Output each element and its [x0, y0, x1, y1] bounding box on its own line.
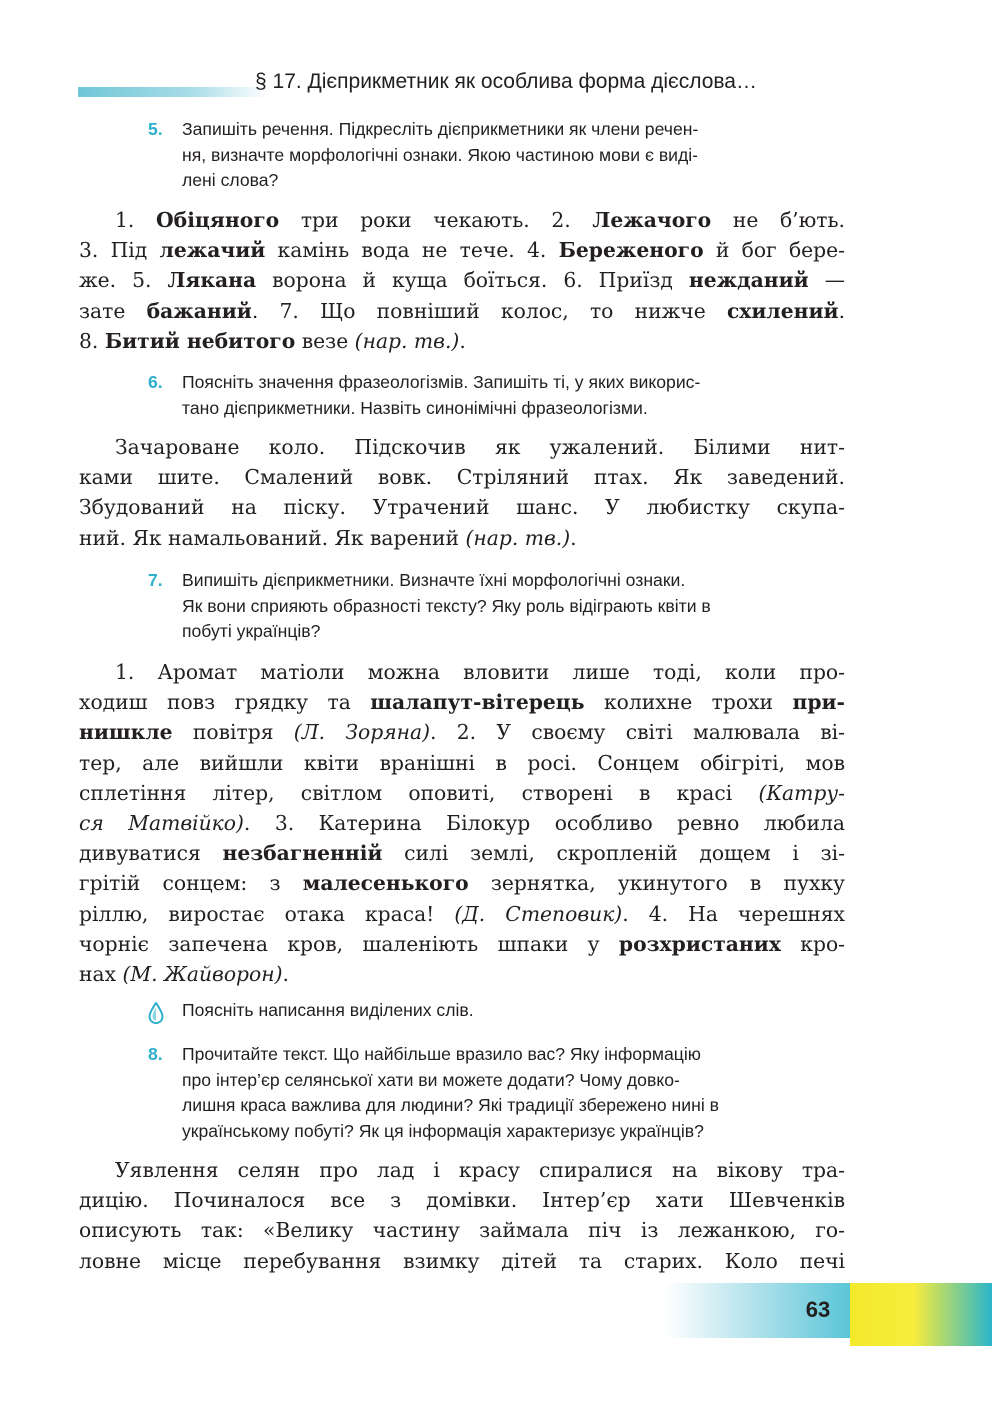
text-line: 1. Обіцяного три роки чекають. 2. Лежачого не б’ють. [115, 208, 845, 232]
instruction-line: лені слова? [182, 170, 279, 190]
text-line: чорніє запечена кров, шаленіють шпаки у розхристаних кро- [79, 931, 846, 956]
exercise-text-7 [79, 657, 845, 989]
task-7 [148, 568, 848, 645]
text-line: ний. Як намальований. Як варений (нар. тв.). [79, 525, 577, 550]
text-line: Уявлення селян про лад і красу спиралися на вікову тра- [115, 1158, 845, 1182]
text-line: дицію. Починалося все з домівки. Інтер’єр хати Шевченків [79, 1188, 845, 1213]
text-line: ріллю, виростає отака краса! (Д. Степовик). 4. На черешнях [79, 901, 845, 926]
instruction-line: Прочитайте текст. Що найбільше вразило вас? Яку інформацію [182, 1044, 701, 1064]
instruction-line: ня, визначте морфологічні ознаки. Якою частиною мови є виді- [182, 144, 699, 165]
note-text: Поясніть написання виділених слів. [182, 1000, 474, 1020]
text-line: 1. Аромат матіоли можна вловити лише тоді, коли про- [115, 660, 845, 684]
instruction-line: Випишіть дієприкметники. Визначте їхні морфологічні ознаки. [182, 570, 686, 590]
text-line: ловне місце перебування взимку дітей та старих. Коло печі [79, 1248, 845, 1273]
task-8 [148, 1042, 848, 1144]
task-instruction [182, 1042, 848, 1144]
instruction-line: Як вони сприяють образності тексту? Яку роль відіграють квіти в [182, 595, 711, 616]
header-stripe [78, 87, 268, 97]
text-line: же. 5. Лякана ворона й куща боїться. 6. Приїзд нежданий — [79, 268, 845, 293]
text-line: Зачароване коло. Підскочив як ужалений. Білими нит- [115, 435, 845, 459]
instruction-line: Запишіть речення. Підкресліть дієприкметники як члени речен- [182, 119, 699, 139]
task-number: 7. [148, 570, 163, 590]
text-line: описують так: «Велику частину займала піч із лежанкою, го- [79, 1218, 845, 1243]
exercise-text-5 [79, 205, 845, 356]
text-line: нах (М. Жайворон). [79, 962, 289, 987]
text-line: ся Матвійко). 3. Катерина Білокур особливо ревно любила [79, 811, 845, 836]
task-number: 8. [148, 1044, 163, 1064]
text-line: ками шите. Смалений вовк. Стріляний птах. Як заведений. [79, 465, 845, 490]
text-line: ходиш повз грядку та шалапут-вітерець колихне трохи при- [79, 690, 845, 715]
text-line: тер, але вийшли квіти вранішні в росі. Сонцем обігріті, мов [79, 750, 845, 775]
task-number: 5. [148, 119, 163, 139]
instruction-line: про інтер’єр селянської хати ви можете додати? Чому довко- [182, 1069, 680, 1090]
note-instruction [148, 998, 848, 1024]
text-line: 8. Битий небитого везе (нар. тв.). [79, 328, 466, 353]
footer-accent-block [850, 1283, 992, 1346]
page-header-title: § 17. Дієприкметник як особлива форма дієслова… [255, 70, 757, 93]
exercise-text-6 [79, 432, 845, 553]
text-line: зате бажаний. 7. Що повніший колос, то нижче схилений. [79, 298, 846, 323]
exercise-text-8 [79, 1155, 845, 1276]
task-6 [148, 370, 848, 421]
task-instruction [182, 370, 848, 421]
text-line: сплетіння літер, світлом оповиті, створені в красі (Катру- [79, 780, 845, 805]
instruction-line: Поясніть значення фразеологізмів. Запишіть ті, у яких викорис- [182, 372, 701, 392]
text-line: дивуватися незбагненній силі землі, скропленій дощем і зі- [79, 841, 845, 866]
text-line: грітій сонцем: з малесенького зернятка, укинутого в пухку [79, 871, 845, 896]
text-line: нишкле повітря (Л. Зоряна). 2. У своєму світі малювала ві- [79, 720, 845, 745]
page-number: 63 [805, 1297, 831, 1322]
instruction-line: тано дієприкметники. Назвіть синонімічні фразеологізми. [182, 397, 648, 418]
task-5 [148, 117, 848, 194]
text-line: 3. Під лежачий камінь вода не тече. 4. Береженого й бог бере- [79, 238, 845, 263]
instruction-line: українському побуті? Як ця інформація характеризує українців? [182, 1120, 704, 1141]
task-number: 6. [148, 372, 163, 392]
task-instruction [182, 117, 848, 194]
instruction-line: лишня краса важлива для людини? Які традиції збережено нині в [182, 1095, 719, 1115]
text-line: Збудований на піску. Утрачений шанс. У любистку скупа- [79, 495, 845, 520]
water-drop-icon [148, 1002, 164, 1024]
instruction-line: побуті українців? [182, 621, 321, 641]
task-instruction [182, 568, 848, 645]
